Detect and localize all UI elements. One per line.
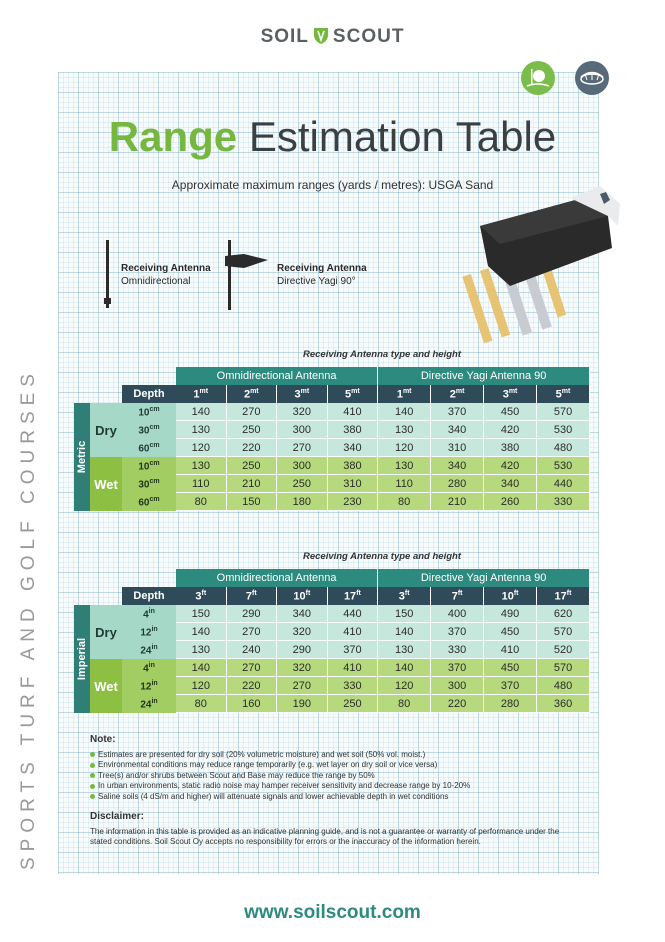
range-value-cell: 220 bbox=[227, 439, 278, 457]
range-value-cell: 290 bbox=[277, 641, 328, 659]
note-item: In urban environments, static radio noise may hamper receiver sensitivity and decrease range by 10-20% bbox=[90, 781, 590, 792]
height-header: $3^{ft}$ bbox=[176, 587, 227, 605]
range-value-cell: 270 bbox=[277, 439, 328, 457]
range-value-cell: 270 bbox=[227, 403, 278, 421]
range-value-cell: 130 bbox=[378, 457, 431, 475]
range-value-cell: 330 bbox=[431, 641, 484, 659]
range-value-cell: 450 bbox=[484, 623, 537, 641]
range-value-cell: 280 bbox=[484, 695, 537, 713]
range-value-cell: 480 bbox=[537, 439, 590, 457]
table-row bbox=[74, 439, 590, 457]
range-value-cell: 320 bbox=[277, 659, 328, 677]
height-header: $2^{mt}$ bbox=[431, 385, 484, 403]
range-value-cell: 340 bbox=[277, 605, 328, 623]
range-value-cell: 410 bbox=[328, 659, 379, 677]
range-value-cell: 380 bbox=[484, 439, 537, 457]
shield-icon bbox=[313, 27, 329, 45]
range-value-cell: 140 bbox=[176, 659, 227, 677]
table-row bbox=[74, 641, 590, 659]
range-value-cell: 300 bbox=[277, 421, 328, 439]
table-row bbox=[74, 493, 590, 511]
depth-cell: $30^{cm}$ bbox=[122, 475, 176, 493]
range-value-cell: 370 bbox=[431, 659, 484, 677]
range-value-cell: 620 bbox=[537, 605, 590, 623]
depth-cell: $12^{in}$ bbox=[122, 623, 176, 641]
range-value-cell: 570 bbox=[537, 623, 590, 641]
range-value-cell: 410 bbox=[328, 623, 379, 641]
disclaimer-text: The information in this table is provided as an indicative planning guide, and is not a guarantee or warranty of performance under the stated conditions. Soil Scout Oy accepts no responsibility for errors or the inaccuracy of the information herein. bbox=[90, 826, 560, 846]
range-value-cell: 250 bbox=[277, 475, 328, 493]
table-row bbox=[74, 605, 590, 623]
table-row bbox=[74, 677, 590, 695]
table-row bbox=[74, 475, 590, 493]
page-title: Range Estimation Table bbox=[108, 113, 557, 160]
unit-label: Imperial bbox=[74, 605, 90, 713]
page-subtitle: Approximate maximum ranges (yards / metres): USGA Sand bbox=[171, 178, 494, 192]
range-value-cell: 360 bbox=[537, 695, 590, 713]
height-header: $17^{ft}$ bbox=[328, 587, 379, 605]
height-header: $1^{mt}$ bbox=[176, 385, 227, 403]
range-value-cell: 130 bbox=[176, 457, 227, 475]
range-value-cell: 420 bbox=[484, 421, 537, 439]
range-value-cell: 250 bbox=[227, 457, 278, 475]
range-value-cell: 340 bbox=[431, 421, 484, 439]
depth-cell: $4^{in}$ bbox=[122, 605, 176, 623]
range-value-cell: 80 bbox=[378, 493, 431, 511]
depth-cell: $60^{cm}$ bbox=[122, 493, 176, 511]
range-value-cell: 340 bbox=[328, 439, 379, 457]
omni-group-header: Omnidirectional Antenna bbox=[176, 569, 378, 587]
range-value-cell: 370 bbox=[431, 403, 484, 421]
range-value-cell: 110 bbox=[378, 475, 431, 493]
range-value-cell: 520 bbox=[537, 641, 590, 659]
range-value-cell: 160 bbox=[227, 695, 278, 713]
table-row bbox=[74, 403, 590, 421]
depth-header: Depth bbox=[122, 385, 176, 403]
height-header: $1^{mt}$ bbox=[378, 385, 431, 403]
notes-title: Note: bbox=[90, 734, 116, 745]
depth-cell: $24^{in}$ bbox=[122, 695, 176, 713]
depth-header: Depth bbox=[122, 587, 176, 605]
range-value-cell: 380 bbox=[328, 421, 379, 439]
range-value-cell: 140 bbox=[176, 403, 227, 421]
yagi-group-header: Directive Yagi Antenna 90 bbox=[378, 569, 590, 587]
range-value-cell: 490 bbox=[484, 605, 537, 623]
range-value-cell: 530 bbox=[537, 421, 590, 439]
range-value-cell: 440 bbox=[328, 605, 379, 623]
height-header: $2^{mt}$ bbox=[227, 385, 278, 403]
range-value-cell: 330 bbox=[537, 493, 590, 511]
height-header: $17^{ft}$ bbox=[537, 587, 590, 605]
disclaimer-title: Disclaimer: bbox=[90, 811, 144, 822]
range-value-cell: 250 bbox=[227, 421, 278, 439]
range-value-cell: 220 bbox=[227, 677, 278, 695]
range-value-cell: 410 bbox=[328, 403, 379, 421]
notes-section bbox=[90, 735, 590, 802]
disclaimer-section bbox=[90, 812, 570, 848]
range-value-cell: 280 bbox=[431, 475, 484, 493]
range-value-cell: 140 bbox=[176, 623, 227, 641]
range-value-cell: 480 bbox=[537, 677, 590, 695]
stadium-icon bbox=[575, 61, 609, 95]
range-value-cell: 130 bbox=[378, 641, 431, 659]
height-header: $10^{ft}$ bbox=[484, 587, 537, 605]
range-value-cell: 370 bbox=[328, 641, 379, 659]
website-link[interactable]: www.soilscout.com bbox=[244, 902, 421, 923]
range-value-cell: 370 bbox=[484, 677, 537, 695]
range-value-cell: 140 bbox=[378, 623, 431, 641]
side-vertical-text: SPORTS TURF AND GOLF COURSES bbox=[18, 368, 39, 870]
range-value-cell: 220 bbox=[431, 695, 484, 713]
height-header: $3^{mt}$ bbox=[484, 385, 537, 403]
range-value-cell: 150 bbox=[378, 605, 431, 623]
soil-scout-logo: SOIL SCOUT bbox=[260, 26, 405, 47]
range-value-cell: 380 bbox=[328, 457, 379, 475]
golf-course-icon bbox=[521, 61, 555, 95]
antenna-yagi-label: Receiving Antenna Directive Yagi 90° bbox=[277, 263, 367, 287]
height-header: $10^{ft}$ bbox=[277, 587, 328, 605]
range-value-cell: 130 bbox=[176, 641, 227, 659]
note-item: Estimates are presented for dry soil (20% volumetric moisture) and wet soil (50% vol. moist.) bbox=[90, 750, 590, 761]
range-value-cell: 290 bbox=[227, 605, 278, 623]
range-value-cell: 400 bbox=[431, 605, 484, 623]
range-value-cell: 270 bbox=[227, 659, 278, 677]
depth-cell: $30^{cm}$ bbox=[122, 421, 176, 439]
imperial-range-table bbox=[74, 569, 590, 713]
table-row bbox=[74, 457, 590, 475]
dry-condition-label: Dry bbox=[90, 605, 122, 659]
metric-table-caption: Receiving Antenna type and height bbox=[302, 349, 461, 360]
range-value-cell: 310 bbox=[328, 475, 379, 493]
range-value-cell: 570 bbox=[537, 403, 590, 421]
range-value-cell: 270 bbox=[227, 623, 278, 641]
range-value-cell: 120 bbox=[378, 439, 431, 457]
table-row bbox=[74, 623, 590, 641]
dry-condition-label: Dry bbox=[90, 403, 122, 457]
depth-cell: $60^{cm}$ bbox=[122, 439, 176, 457]
range-value-cell: 210 bbox=[227, 475, 278, 493]
range-value-cell: 370 bbox=[431, 623, 484, 641]
range-value-cell: 260 bbox=[484, 493, 537, 511]
range-value-cell: 300 bbox=[277, 457, 328, 475]
range-value-cell: 80 bbox=[176, 493, 227, 511]
height-header: $5^{mt}$ bbox=[537, 385, 590, 403]
yagi-group-header: Directive Yagi Antenna 90 bbox=[378, 367, 590, 385]
range-value-cell: 120 bbox=[176, 677, 227, 695]
range-value-cell: 340 bbox=[484, 475, 537, 493]
range-value-cell: 130 bbox=[378, 421, 431, 439]
soil-scout-sensor-image bbox=[440, 186, 640, 346]
height-header: $3^{mt}$ bbox=[277, 385, 328, 403]
range-value-cell: 80 bbox=[176, 695, 227, 713]
range-value-cell: 270 bbox=[277, 677, 328, 695]
range-value-cell: 250 bbox=[328, 695, 379, 713]
omni-antenna-icon bbox=[101, 240, 113, 310]
range-value-cell: 140 bbox=[378, 403, 431, 421]
range-value-cell: 240 bbox=[227, 641, 278, 659]
range-value-cell: 420 bbox=[484, 457, 537, 475]
range-value-cell: 450 bbox=[484, 403, 537, 421]
range-value-cell: 300 bbox=[431, 677, 484, 695]
range-value-cell: 120 bbox=[378, 677, 431, 695]
range-value-cell: 230 bbox=[328, 493, 379, 511]
range-value-cell: 110 bbox=[176, 475, 227, 493]
height-header: $7^{ft}$ bbox=[227, 587, 278, 605]
metric-range-table bbox=[74, 367, 590, 511]
depth-cell: $4^{in}$ bbox=[122, 659, 176, 677]
range-value-cell: 320 bbox=[277, 623, 328, 641]
yagi-antenna-icon bbox=[222, 240, 272, 312]
range-value-cell: 140 bbox=[378, 659, 431, 677]
range-value-cell: 80 bbox=[378, 695, 431, 713]
range-value-cell: 120 bbox=[176, 439, 227, 457]
range-value-cell: 180 bbox=[277, 493, 328, 511]
depth-cell: $10^{cm}$ bbox=[122, 457, 176, 475]
height-header: $3^{ft}$ bbox=[378, 587, 431, 605]
height-header: $5^{mt}$ bbox=[328, 385, 379, 403]
range-value-cell: 410 bbox=[484, 641, 537, 659]
table-row bbox=[74, 421, 590, 439]
range-value-cell: 150 bbox=[176, 605, 227, 623]
range-value-cell: 130 bbox=[176, 421, 227, 439]
range-value-cell: 450 bbox=[484, 659, 537, 677]
imperial-table-caption: Receiving Antenna type and height bbox=[302, 551, 461, 562]
omni-group-header: Omnidirectional Antenna bbox=[176, 367, 378, 385]
range-value-cell: 570 bbox=[537, 659, 590, 677]
wet-condition-label: Wet bbox=[90, 659, 122, 713]
range-value-cell: 340 bbox=[431, 457, 484, 475]
depth-cell: $12^{in}$ bbox=[122, 677, 176, 695]
range-value-cell: 310 bbox=[431, 439, 484, 457]
table-row bbox=[74, 659, 590, 677]
note-item: Tree(s) and/or shrubs between Scout and Base may reduce the range by 50% bbox=[90, 771, 590, 782]
note-item: Saline soils (4 dS/m and higher) will attenuate signals and lower achievable depth in wet conditions bbox=[90, 792, 590, 803]
unit-label: Metric bbox=[74, 403, 90, 511]
range-value-cell: 320 bbox=[277, 403, 328, 421]
height-header: $7^{ft}$ bbox=[431, 587, 484, 605]
range-value-cell: 190 bbox=[277, 695, 328, 713]
antenna-omni-label: Receiving Antenna Omnidirectional bbox=[121, 263, 211, 287]
range-value-cell: 150 bbox=[227, 493, 278, 511]
range-value-cell: 530 bbox=[537, 457, 590, 475]
table-row bbox=[74, 695, 590, 713]
note-item: Environmental conditions may reduce range temporarily (e.g. wet layer on dry soil or vice versa) bbox=[90, 760, 590, 771]
depth-cell: $10^{cm}$ bbox=[122, 403, 176, 421]
range-value-cell: 210 bbox=[431, 493, 484, 511]
range-value-cell: 330 bbox=[328, 677, 379, 695]
depth-cell: $24^{in}$ bbox=[122, 641, 176, 659]
range-value-cell: 440 bbox=[537, 475, 590, 493]
wet-condition-label: Wet bbox=[90, 457, 122, 511]
